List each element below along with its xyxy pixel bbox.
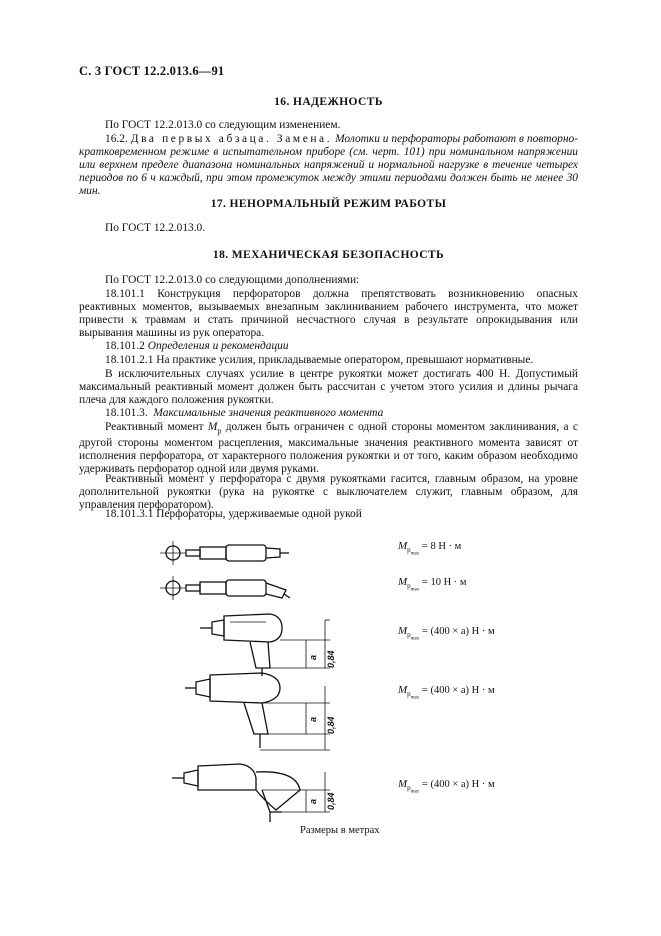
- dim-a-1: a: [308, 654, 318, 660]
- drill-straight-2: [160, 576, 290, 600]
- moment-label-3: $M_{р_{max}} = (400 \times a) Н \cdot м$: [398, 625, 495, 642]
- sec18-para-6: 18.101.3. Максимальные значения реактивного момента: [105, 407, 384, 419]
- sec18-para-5: В исключительных случаях усилие в центре рукоятки может достигать 400 Н. Допустимый максимальный реактивный момент должен быть рассчитан с учетом этого усилия и длины рычага плеча для каждого положения рукоятки.: [79, 368, 578, 406]
- dim-084-1: 0,84: [326, 650, 336, 668]
- sec18-para-9: 18.101.3.1 Перфораторы, удерживаемые одной рукой: [105, 508, 362, 520]
- moment-label-2: $M_{р_{max}} = 10$ Н · м: [398, 576, 467, 593]
- drill-rear-handle: [172, 764, 330, 822]
- sec18-para-1: По ГОСТ 12.2.013.0 со следующими дополнениями:: [105, 274, 360, 286]
- drill-pistol-2: [185, 673, 330, 750]
- sec16-para-2: 16.2. Два первых абзаца. Замена. Молотки и перфораторы работают в повторно-кратковременном режиме в испытательном приборе (см. черт. 101) при номинальном напряжении или верхнем пределе диапазона номинальных напряжений и нормальной нагрузке в течение четырех периодов по 6 ч каждый, при этом промежуток между этими периодами должен быть не менее 30 мин.: [79, 133, 579, 197]
- sec18-para-4: 18.101.2.1 На практике усилия, прикладываемые оператором, превышают нормативные.: [105, 354, 534, 366]
- sec18-para-7: Реактивный момент $M_р$ должен быть ограничен с одной стороны моментом заклинивания, а с другой стороны моментом расцепления, максимальные значения реактивного момента зависят от исполнения перфоратора, от характерного положения рукоятки и от того, каким образом необходимо удерживать перфоратор одной или двумя руками.: [79, 421, 578, 476]
- section-17-title: 17. НЕНОРМАЛЬНЫЙ РЕЖИМ РАБОТЫ: [210, 198, 447, 210]
- drill-straight-1: [160, 541, 289, 565]
- dim-084-3: 0,84: [326, 792, 336, 810]
- sec16-para-1: По ГОСТ 12.2.013.0 со следующим изменением.: [105, 119, 341, 131]
- dim-084-2: 0,84: [326, 716, 336, 734]
- section-18-title: 18. МЕХАНИЧЕСКАЯ БЕЗОПАСНОСТЬ: [212, 249, 445, 261]
- moment-label-5: $M_{р_{max}} = (400 \times a) Н \cdot м$: [398, 778, 495, 795]
- sec18-para-8: Реактивный момент у перфоратора с двумя рукоятками гасится, главным образом, на уровне дополнительной рукоятки (рука на рукоятке с выключателем служит, главным образом, для управления перфоратором).: [79, 473, 578, 511]
- sec18-para-3: 18.101.2 Определения и рекомендации: [105, 340, 289, 352]
- sec17-para-1: По ГОСТ 12.2.013.0.: [105, 222, 206, 234]
- moment-label-4: $M_{р_{max}} = (400 \times a) Н \cdot м$: [398, 684, 495, 701]
- moment-label-1: $M_{р_{max}} = 8$ Н · м: [398, 540, 462, 557]
- sec18-para-2: 18.101.1 Конструкция перфораторов должна препятствовать возникновению опасных реактивных моментов, вызываемых внезапным заклиниванием рабочего инструмента, что может привести к травмам и стать причиной несчастного случая в результате опрокидывания или вырывания машины из рук оператора.: [79, 288, 578, 339]
- section-16-title: 16. НАДЕЖНОСТЬ: [274, 96, 383, 108]
- figure-caption: Размеры в метрах: [300, 825, 380, 836]
- dim-a-2: a: [308, 716, 318, 722]
- page-header: С. 3 ГОСТ 12.2.013.6—91: [79, 64, 225, 78]
- drill-pistol-1: [200, 614, 330, 676]
- dim-a-3: a: [308, 798, 318, 804]
